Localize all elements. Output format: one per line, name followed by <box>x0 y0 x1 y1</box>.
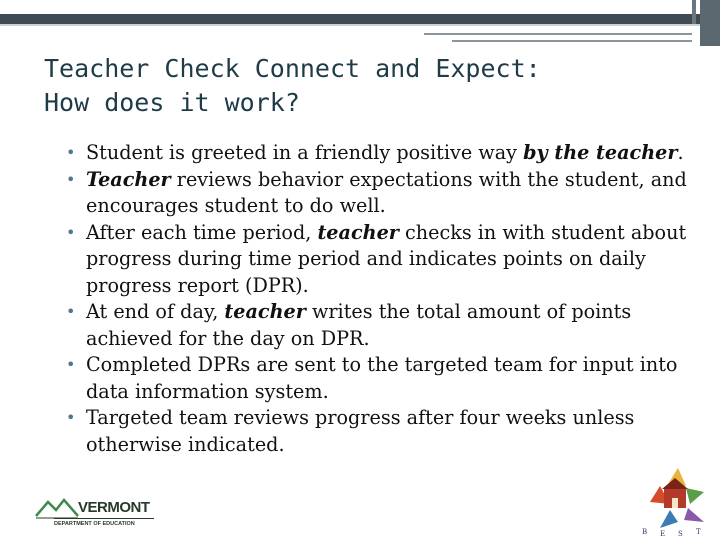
bullet-text: writes the total amount of points achieved for the day on DPR. <box>86 300 632 350</box>
best-letter-s: S <box>678 530 683 538</box>
bullet-text: At end of day, <box>86 300 225 323</box>
bullet-item <box>66 220 696 300</box>
bullet-text: checks in with student about progress during time period and indicates points on daily progress report (DPR). <box>86 220 687 297</box>
emphasis-text: teacher <box>224 300 306 323</box>
bullet-list <box>66 140 696 458</box>
mountain-logo-icon <box>34 496 80 520</box>
slide-title-line-2: How does it work? <box>44 88 300 117</box>
best-letter-t: T <box>696 528 701 536</box>
emphasis-text: by the teacher <box>523 141 678 164</box>
bullet-text: reviews behavior expectations with the student, and encourages student to do well. <box>86 167 687 217</box>
bullet-text: Targeted team reviews progress after four weeks unless otherwise indicated. <box>86 406 635 456</box>
best-star-point-icon <box>684 508 704 522</box>
logo-department-name: DEPARTMENT OF EDUCATION <box>54 521 135 527</box>
emphasis-text: Teacher <box>86 167 171 191</box>
header-accent-lines <box>424 33 692 45</box>
logo-divider <box>54 518 154 519</box>
bullet-item <box>66 352 696 405</box>
vermont-education-logo <box>34 496 154 532</box>
logo-state-name: VERMONT <box>78 499 150 516</box>
emphasis-text: teacher <box>317 220 399 244</box>
bullet-text: Student is greeted in a friendly positive way <box>86 141 524 164</box>
bullet-item <box>66 405 696 458</box>
slide-title <box>44 52 684 120</box>
top-light-band <box>0 24 700 26</box>
best-star-point-icon <box>660 510 678 528</box>
corner-decorative-notch <box>692 0 696 24</box>
top-decorative-bar <box>0 0 720 24</box>
best-letter-e: E <box>660 530 666 538</box>
bullet-text: After each time period, <box>86 220 318 244</box>
top-dark-band <box>0 14 700 24</box>
best-schoolhouse-logo-icon <box>630 462 712 538</box>
corner-decorative-strip <box>700 0 720 46</box>
bullet-item <box>66 299 696 352</box>
best-star-point-icon <box>686 488 704 504</box>
bullet-text: . <box>677 141 684 164</box>
slide-title-line-1: Teacher Check Connect and Expect: <box>44 54 541 83</box>
bullet-item <box>66 167 696 220</box>
bullet-text: Completed DPRs are sent to the targeted team for input into data information system. <box>86 353 678 403</box>
schoolhouse-door-icon <box>672 498 678 508</box>
best-letter-b: B <box>642 528 648 536</box>
bullet-item <box>66 140 696 167</box>
